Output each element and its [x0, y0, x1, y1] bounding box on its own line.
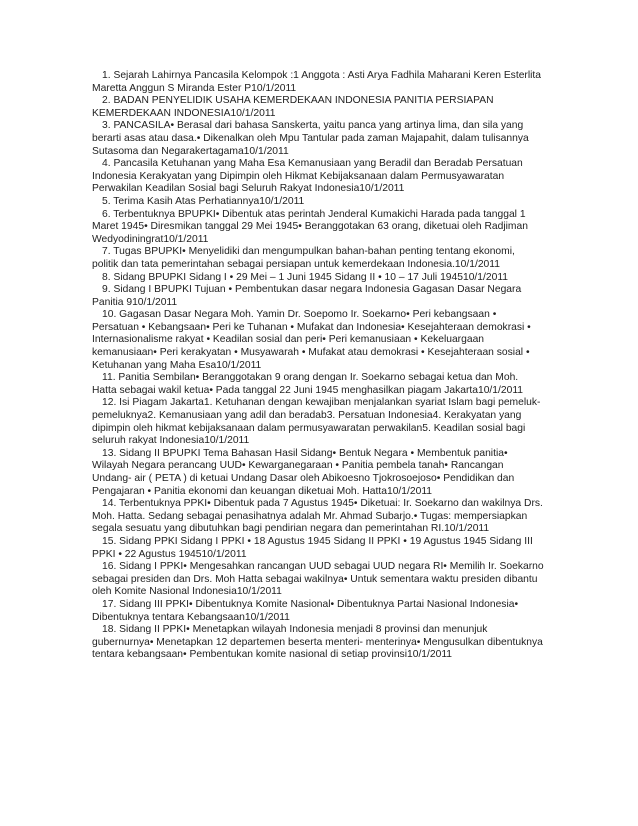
document-body	[92, 70, 544, 662]
slide-17-ppki-session-3: 17. Sidang III PPKI• Dibentuknya Komite Nasional• Dibentuknya Partai Nasional Indonesia• Dibentuknya tentara Kebangsaan10/1/2011	[92, 598, 519, 623]
slide-14-ppki-formation: 14. Terbentuknya PPKI• Dibentuk pada 7 Agustus 1945• Diketuai: Ir. Soekarno dan wakilnya Drs. Moh. Hatta. Sedang sebagai penasihatnya adalah Mr. Ahmad Subarjo.• Tugas: mempersiapkan segala sesuatu yang dibutuhkan bagi pendirian negara dan pemerintahan RI.10/1/2011	[92, 498, 543, 535]
slide-6-bpupki-formation: 6. Terbentuknya BPUPKI• Dibentuk atas perintah Jenderal Kumakichi Harada pada tanggal 1 Maret 1945• Diresmikan tanggal 29 Mei 1945• Beranggotakan 63 orang, diketuai oleh Radjiman Wedyodiningrat10/1/2011	[92, 208, 528, 245]
slide-12-piagam-jakarta: 12. Isi Piagam Jakarta1. Ketuhanan dengan kewajiban menjalankan syariat Islam bagi pemeluk- pemeluknya2. Kemanusiaan yang adil dan beradab3. Persatuan Indonesia4. Kerakyatan yang dipimpin oleh hikmat kebijaksanaan dalam permusyawaratan perwakilan5. Keadilan sosial bagi seluruh rakyat Indonesia10/1/2011	[92, 397, 541, 447]
slide-11-panitia-sembilan: 11. Panitia Sembilan• Beranggotakan 9 orang dengan Ir. Soekarno sebagai ketua dan Moh. Hatta sebagai wakil ketua• Pada tanggal 22 Juni 1945 menghasilkan piagam Jakarta10/1/2011	[92, 372, 524, 396]
slide-3-pancasila: 3. PANCASILA• Berasal dari bahasa Sanskerta, yaitu panca yang artinya lima, dan sila yang berarti asas atau dasa.• Dikenalkan oleh Mpu Tantular pada zaman Majapahit, dalam tulisannya Sutasoma dan Negarakertagama10/1/2011	[92, 120, 529, 157]
slide-4-pancasila-sila: 4. Pancasila Ketuhanan yang Maha Esa Kemanusiaan yang Beradil dan Beradab Persatuan Indonesia Kerakyatan yang Dipimpin oleh Hikmat Kebijaksanaan dalam Permusyawaratan Perwakilan Keadilan Sosial bagi Seluruh Rakyat Indonesia10/1/2011	[92, 158, 523, 195]
slide-8-bpupki-sessions: 8. Sidang BPUPKI Sidang I • 29 Mei – 1 Juni 1945 Sidang II • 10 – 17 Juli 194510/1/2011	[102, 271, 509, 283]
slide-15-ppki-sessions: 15. Sidang PPKI Sidang I PPKI • 18 Agustus 1945 Sidang II PPKI • 19 Agustus 1945 Sidang III PPKI • 22 Agustus 194510/1/2011	[92, 535, 533, 560]
slide-5-thanks: 5. Terima Kasih Atas Perhatiannya10/1/2011	[102, 195, 305, 207]
slide-1-title: 1. Sejarah Lahirnya Pancasila Kelompok :1 Anggota : Asti Arya Fadhila Maharani Keren Esterlita Maretta Anggun S Miranda Ester P10/1/2011	[92, 70, 542, 94]
slide-13-session-2: 13. Sidang II BPUPKI Tema Bahasan Hasil Sidang• Bentuk Negara • Membentuk panitia• Wilayah Negara perancang UUD• Kewarganegaraan • Panitia pembela tanah• Rancangan Undang- air ( PETA ) di ketuai Undang Dasar oleh Abikoesno Tjokrosoejoso• Pendidikan dan Pengajaran • Panitia ekonomi dan keuangan diketuai Moh. Hatta10/1/2011	[92, 447, 515, 497]
slide-18-ppki-session-2: 18. Sidang II PPKI• Menetapkan wilayah Indonesia menjadi 8 provinsi dan menunjuk gubernurnya• Menetapkan 12 departemen beserta menteri- menterinya• Mengusulkan dibentuknya tentara kebangsaan• Pembentukan komite nasional di setiap provinsi10/1/2011	[92, 624, 543, 661]
slide-7-bpupki-task: 7. Tugas BPUPKI• Menyelidiki dan mengumpulkan bahan-bahan penting tentang ekonomi, politik dan tata pemerintahan sebagai persiapan untuk kemerdekaan Indonesia.10/1/2011	[92, 246, 515, 270]
slide-9-session-1: 9. Sidang I BPUPKI Tujuan • Pembentukan dasar negara Indonesia Gagasan Dasar Negara Panitia 910/1/2011	[92, 284, 522, 308]
slide-10-ideas: 10. Gagasan Dasar Negara Moh. Yamin Dr. Soepomo Ir. Soekarno• Peri kebangsaan • Persatuan • Kebangsaan• Peri ke Tuhanan • Mufakat dan Indonesia• Kesejahteraan demokrasi • Internasionalisme rakyat • Keadilan sosial dan peri• Peri kemanusiaan • Kekeluargaan kemanusiaan• Peri kerakyatan • Musyawarah • Mufakat atau demokrasi • Kesejahteraan sosial • Ketuhanan yang Maha Esa10/1/2011	[92, 309, 531, 371]
slide-16-ppki-session-1: 16. Sidang I PPKI• Mengesahkan rancangan UUD sebagai UUD negara RI• Memilih Ir. Soekarno sebagai presiden dan Drs. Moh Hatta sebagai wakilnya• Untuk sementara waktu presiden dibantu oleh Komite Nasional Indonesia10/1/2011	[92, 561, 544, 598]
slide-2-title: 2. BADAN PENYELIDIK USAHA KEMERDEKAAN INDONESIA PANITIA PERSIAPAN KEMERDEKAAN INDONESIA10/1/2011	[92, 95, 494, 119]
